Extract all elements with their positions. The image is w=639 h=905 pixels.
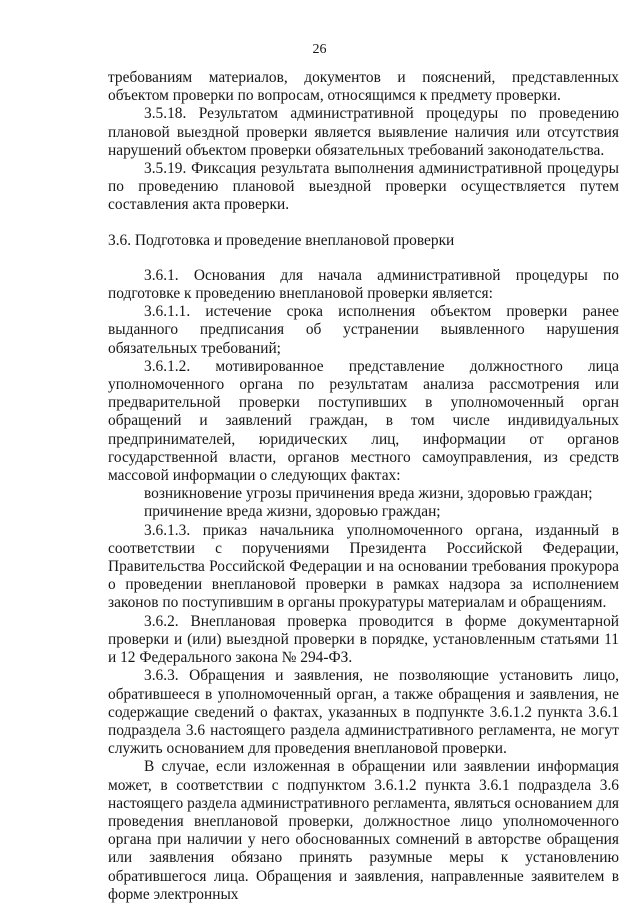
paragraph-3-6-1-3: 3.6.1.3. приказ начальника уполномоченного органа, изданный в соответствии с поручениями Президента Российской Федерации, Правительства Российской Федерации и на основании требования прокурора о проведении внеплановой проверки в рамках надзора за исполнением законов по поступившим в органы прокуратуры материалам и обращениям.	[108, 521, 619, 612]
list-item-threat: возникновение угрозы причинения вреда жизни, здоровью граждан;	[144, 485, 593, 503]
paragraph-3-6-1-2: 3.6.1.2. мотивированное представление должностного лица уполномоченного органа по результатам анализа рассмотрения или предварительной проверки поступивших в уполномоченный орган обращений и заявлений граждан, в том числе индивидуальных предпринимателей, юридических лиц, информации от органов государственной власти, органов местного самоуправления, из средств массовой информации о следующих фактах:	[108, 357, 619, 485]
section-heading: 3.6. Подготовка и проведение внеплановой проверки	[108, 231, 455, 249]
paragraph-3-6-3: 3.6.3. Обращения и заявления, не позволяющие установить лицо, обратившееся в уполномоченный орган, а также обращения и заявления, не содержащие сведений о фактах, указанных в подпункте 3.6.1.2 пункта 3.6.1 подраздела 3.6 настоящего раздела административного регламента, не могут служить основанием для проведения внеплановой проверки.	[108, 667, 619, 758]
paragraph-3-5-19: 3.5.19. Фиксация результата выполнения административной процедуры по проведению плановой выездной проверки осуществляется путем составления акта проверки.	[108, 160, 619, 214]
paragraph-3-6-1: 3.6.1. Основания для начала административной процедуры по подготовке к проведению внеплановой проверки является:	[108, 266, 619, 303]
paragraph-3-6-2: 3.6.2. Внеплановая проверка проводится в форме документарной проверки и (или) выездной проверки в порядке, установленным статьями 11 и 12 Федерального закона № 294-ФЗ.	[108, 612, 619, 667]
paragraph-in-case: В случае, если изложенная в обращении или заявлении информация может, в соответствии с подпунктом 3.6.1.2 пункта 3.6.1 подраздела 3.6 настоящего раздела административного регламента, являться основанием для проведения внеплановой проверки, должностное лицо уполномоченного органа при наличии у него обоснованных сомнений в авторстве обращения или заявления обязано принять разумные меры к установлению обратившегося лица. Обращения и заявления, направленные заявителем в форме электронных	[108, 758, 619, 903]
list-item-harm: причинение вреда жизни, здоровью граждан;	[144, 503, 441, 521]
page-number: 26	[312, 42, 327, 57]
document-body	[108, 69, 619, 904]
paragraph-3-5-18: 3.5.18. Результатом административной процедуры по проведению плановой выездной проверки является выявление наличия или отсутствия нарушений объектом проверки обязательных требований законодательства.	[108, 105, 619, 159]
paragraph-continuation: требованиям материалов, документов и пояснений, представленных объектом проверки по вопросам, относящимся к предмету проверки.	[108, 69, 619, 105]
paragraph-3-6-1-1: 3.6.1.1. истечение срока исполнения объектом проверки ранее выданного предписания об устранении выявленного нарушения обязательных требований;	[108, 303, 619, 357]
